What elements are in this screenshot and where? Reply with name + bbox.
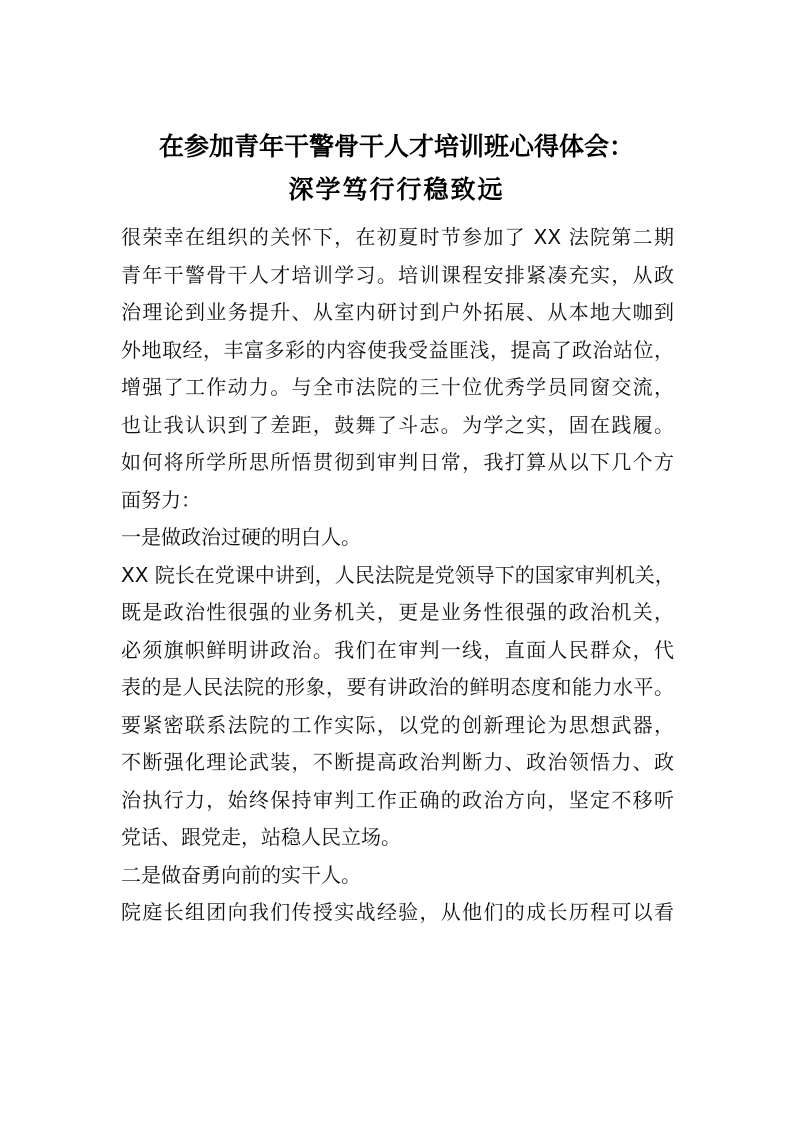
body-text-line: 也让我认识到了差距，鼓舞了斗志。为学之实，固在践履。 bbox=[121, 412, 674, 437]
body-text-line: 治理论到业务提升、从室内研讨到户外拓展、从本地大咖到 bbox=[121, 300, 674, 324]
body-text-line: 表的是人民法院的形象，要有讲政治的鲜明态度和能力水平。 bbox=[121, 675, 674, 699]
body-text-line: 不断强化理论武装，不断提高政治判断力、政治领悟力、政 bbox=[121, 750, 674, 774]
body-text-line: 面努力： bbox=[121, 487, 201, 512]
body-text-line: 院庭长组团向我们传授实战经验，从他们的成长历程可以看 bbox=[121, 900, 674, 924]
body-text-line: 增强了工作动力。与全市法院的三十位优秀学员同窗交流， bbox=[121, 375, 674, 399]
body-text-line: 必须旗帜鲜明讲政治。我们在审判一线，直面人民群众，代 bbox=[121, 637, 674, 662]
body-text-line: 一是做政治过硬的明白人。 bbox=[121, 525, 361, 549]
body-text-line: 二是做奋勇向前的实干人。 bbox=[121, 862, 361, 887]
body-text-line: 青年干警骨干人才培训学习。培训课程安排紧凑充实，从政 bbox=[121, 262, 674, 287]
body-text-line: 党话、跟党走，站稳人民立场。 bbox=[121, 825, 401, 849]
body-text-line: 如何将所学所思所悟贯彻到审判日常，我打算从以下几个方 bbox=[121, 450, 674, 474]
document-body bbox=[121, 219, 674, 932]
body-text-line: 要紧密联系法院的工作实际，以党的创新理论为思想武器， bbox=[121, 712, 674, 737]
body-text-line: 治执行力，始终保持审判工作正确的政治方向，坚定不移听 bbox=[121, 787, 674, 812]
document-title-line-2: 深学笃行行稳致远 bbox=[288, 175, 505, 204]
body-text-line: 很荣幸在组织的关怀下，在初夏时节参加了 XX 法院第二期 bbox=[121, 225, 674, 249]
body-text-line: XX 院长在党课中讲到，人民法院是党领导下的国家审判机关， bbox=[121, 562, 675, 587]
document-title-line-1: 在参加青年干警骨干人才培训班心得体会： bbox=[158, 132, 634, 161]
body-text-line: 外地取经，丰富多彩的内容使我受益匪浅，提高了政治站位， bbox=[121, 337, 674, 362]
body-text-line: 既是政治性很强的业务机关，更是业务性很强的政治机关， bbox=[121, 600, 674, 624]
